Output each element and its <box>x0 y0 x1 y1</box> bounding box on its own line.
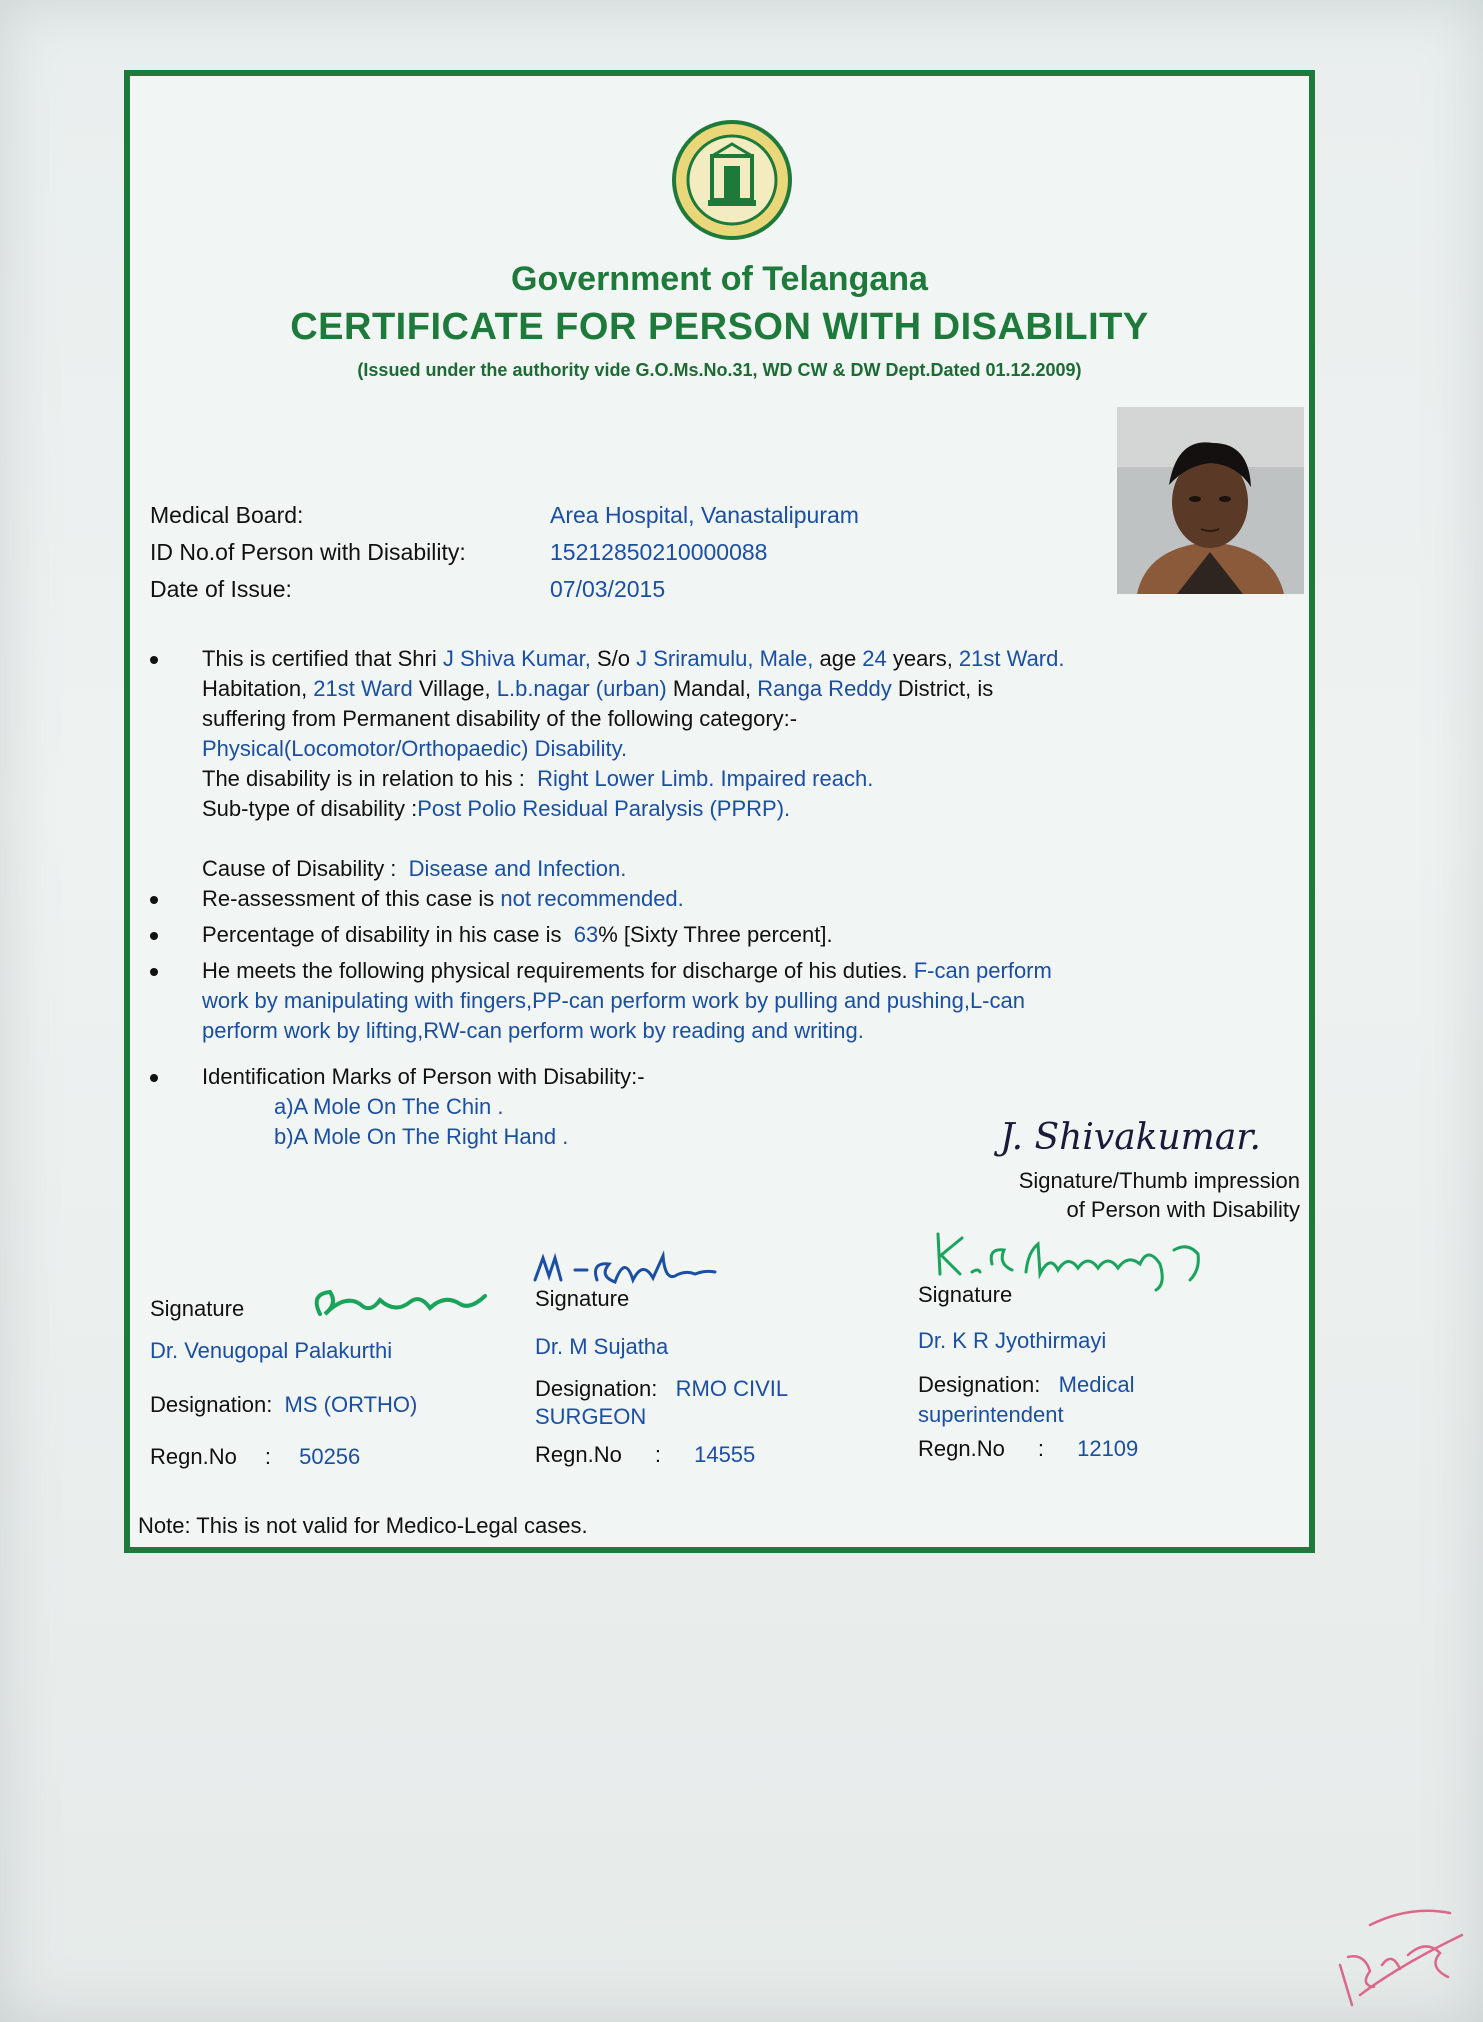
percent-label: Percentage of disability in his case is <box>202 922 568 947</box>
doctor-name: Dr. Venugopal Palakurthi <box>150 1338 393 1363</box>
designation-value: MS (ORTHO) <box>284 1392 418 1417</box>
person-signature-text: J. Shivakumar. <box>1000 1117 1261 1158</box>
subtype-value: Post Polio Residual Paralysis (PPRP). <box>417 796 791 821</box>
validity-note: Note: This is not valid for Medico-Legal cases. <box>138 1513 588 1538</box>
signatory-ortho <box>150 1296 530 1496</box>
habitation-label: Habitation, <box>202 676 314 701</box>
medical-board-label: Medical Board: <box>150 502 304 528</box>
government-title: Government of Telangana <box>511 260 928 298</box>
signatory-superintendent <box>918 1282 1298 1496</box>
regn-value: 14555 <box>694 1442 756 1467</box>
person-name: J Shiva Kumar, <box>442 646 591 671</box>
district: Ranga Reddy <box>757 676 892 701</box>
cause-value: Disease and Infection. <box>408 856 627 881</box>
designation-value-1: Medical <box>1058 1372 1135 1397</box>
village: 21st Ward <box>313 676 413 701</box>
person-signature-caption <box>950 1166 1300 1224</box>
regn-separator: : <box>1037 1436 1045 1461</box>
date-value: 07/03/2015 <box>550 576 666 602</box>
signature-label: Signature <box>535 1286 630 1311</box>
relation-value: Right Lower Limb. Impaired reach. <box>537 766 874 791</box>
cause-label: Cause of Disability : <box>202 856 397 881</box>
disability-category: Physical(Locomotor/Orthopaedic) Disability. <box>202 736 628 761</box>
signature-label: Signature <box>150 1296 245 1321</box>
designation-label: Designation: <box>150 1392 273 1417</box>
person-signature-image <box>990 1104 1290 1164</box>
cert-text-2: S/o <box>590 646 637 671</box>
id-value: 15212850210000088 <box>550 539 768 565</box>
regn-value: 12109 <box>1077 1436 1139 1461</box>
regn-value: 50256 <box>299 1444 361 1469</box>
signature-caption-2: of Person with Disability <box>1066 1197 1300 1222</box>
duties-value-2: work by manipulating with fingers,PP-can perform work by pulling and pushing,L-can <box>202 988 1025 1013</box>
date-label: Date of Issue: <box>150 576 292 602</box>
ward: 21st Ward. <box>958 646 1065 671</box>
mark-b: b)A Mole On The Right Hand . <box>274 1124 569 1149</box>
handwritten-stamp-mark <box>1330 1895 1470 2010</box>
signature-label: Signature <box>918 1282 1013 1307</box>
reassess-label: Re-assessment of this case is <box>202 886 501 911</box>
doctor-name: Dr. M Sujatha <box>535 1334 669 1359</box>
person-photo <box>1117 407 1304 594</box>
authority-line: (Issued under the authority vide G.O.Ms.No.31, WD CW & DW Dept.Dated 01.12.2009) <box>357 360 1082 380</box>
id-label: ID No.of Person with Disability: <box>150 539 466 565</box>
district-label: District, is <box>891 676 994 701</box>
regn-label: Regn.No <box>918 1436 1005 1461</box>
suffering-line: suffering from Permanent disability of the following category:- <box>202 706 798 731</box>
signatory-rmo <box>535 1286 895 1496</box>
mark-a: a)A Mole On The Chin . <box>274 1094 504 1119</box>
signature-caption-1: Signature/Thumb impression <box>1018 1168 1300 1193</box>
bullet-icon <box>150 968 158 976</box>
bullet-icon <box>150 1074 158 1082</box>
bullet-icon <box>150 656 158 664</box>
duties-value-3: perform work by lifting,RW-can perform work by reading and writing. <box>202 1018 864 1043</box>
designation-label: Designation: <box>918 1372 1041 1397</box>
regn-label: Regn.No <box>150 1444 237 1469</box>
regn-separator: : <box>654 1442 662 1467</box>
reassess-value: not recommended. <box>500 886 684 911</box>
cert-text-3: age <box>813 646 863 671</box>
duties-label: He meets the following physical requirements for discharge of his duties. <box>202 958 914 983</box>
cert-text-1: This is certified that Shri <box>202 646 443 671</box>
bullet-icon <box>150 932 158 940</box>
regn-label: Regn.No <box>535 1442 622 1467</box>
telangana-emblem-icon <box>670 118 794 242</box>
designation-label: Designation: <box>535 1376 658 1401</box>
doctor-signature-image <box>300 1274 500 1334</box>
designation-value-2: SURGEON <box>535 1404 647 1429</box>
certificate-title: CERTIFICATE FOR PERSON WITH DISABILITY <box>290 306 1149 348</box>
mandal-label: Mandal, <box>666 676 758 701</box>
doctor-name: Dr. K R Jyothirmayi <box>918 1328 1107 1353</box>
father-name: J Sriramulu, <box>636 646 754 671</box>
mandal: L.b.nagar (urban) <box>496 676 667 701</box>
duties-value-1: F-can perform <box>913 958 1052 983</box>
designation-value-2: superintendent <box>918 1402 1064 1427</box>
relation-label: The disability is in relation to his : <box>202 766 525 791</box>
certificate-frame <box>124 70 1315 1553</box>
designation-value-1: RMO CIVIL <box>675 1376 789 1401</box>
bullet-icon <box>150 896 158 904</box>
age: 24 <box>862 646 887 671</box>
cert-text-4: years, <box>886 646 959 671</box>
percent-value: 63 <box>573 922 599 947</box>
subtype-label: Sub-type of disability : <box>202 796 418 821</box>
percent-suffix: % [Sixty Three percent]. <box>598 922 833 947</box>
marks-label: Identification Marks of Person with Disability:- <box>202 1064 645 1089</box>
village-label: Village, <box>412 676 497 701</box>
medical-board-value: Area Hospital, Vanastalipuram <box>550 502 859 528</box>
regn-separator: : <box>264 1444 272 1469</box>
gender: Male, <box>759 646 814 671</box>
